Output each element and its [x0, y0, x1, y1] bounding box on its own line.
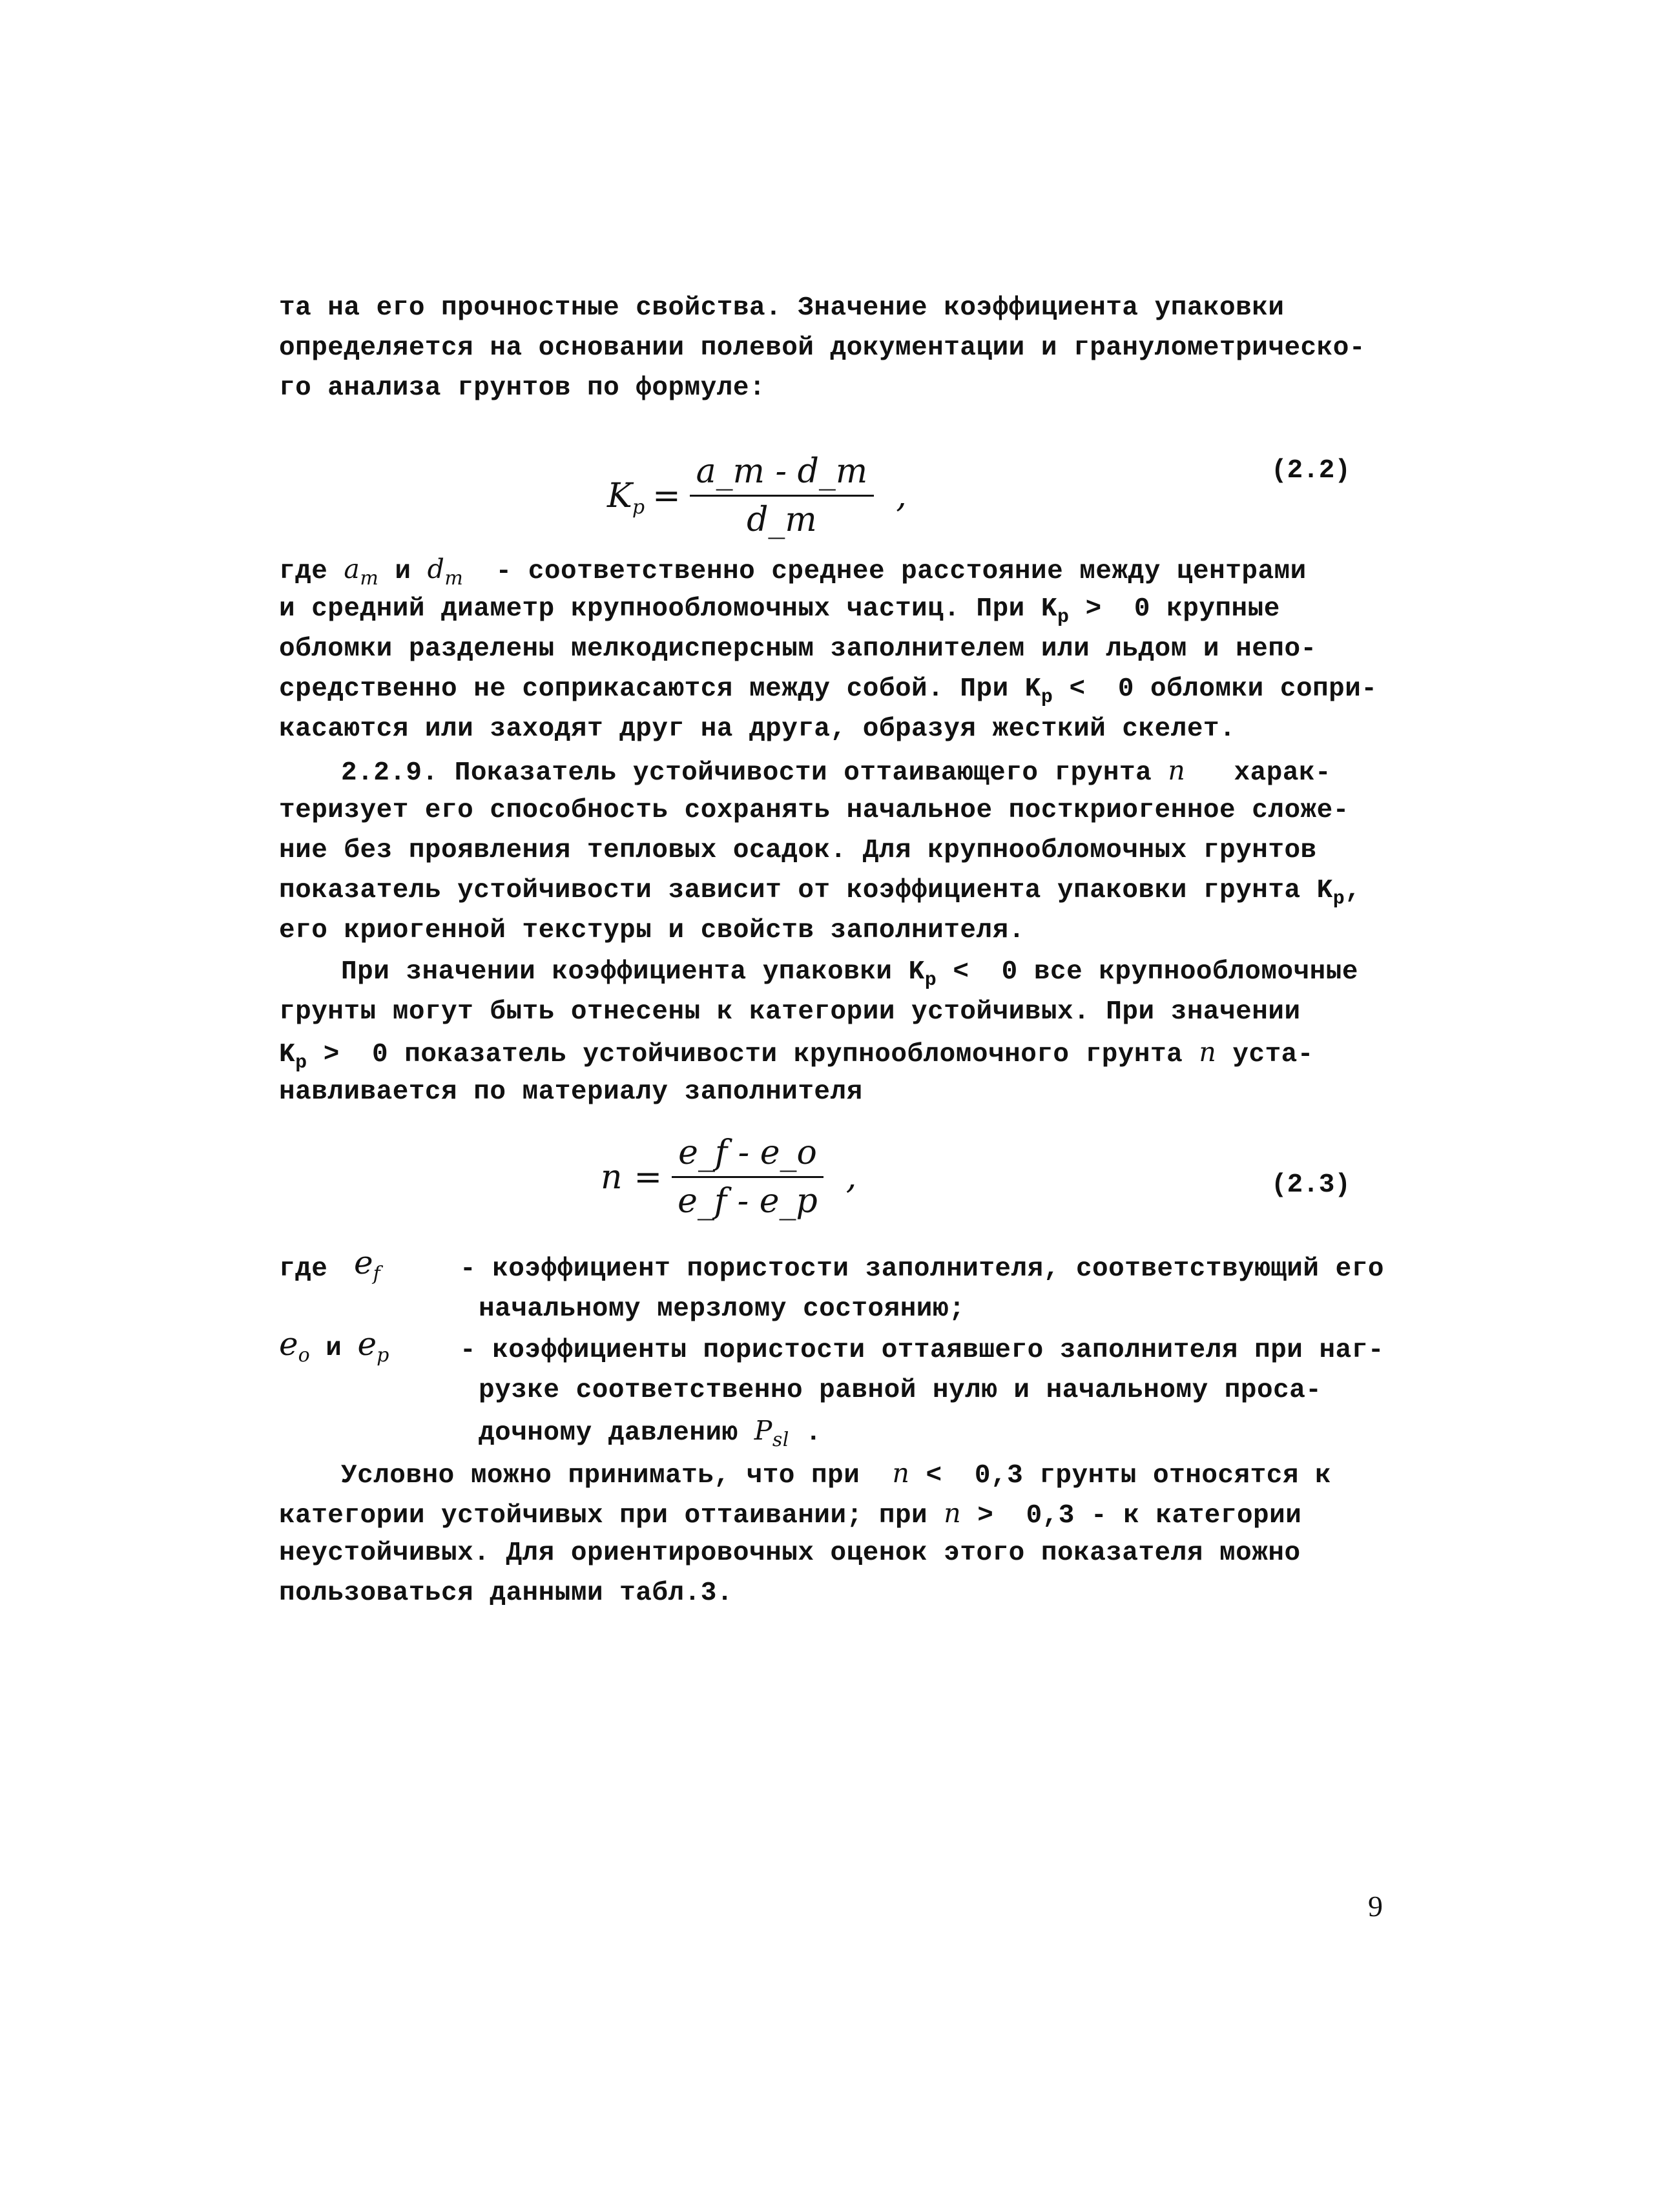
text-line: показатель устойчивости зависит от коэффициента упаковки грунта $K_p$,	[279, 876, 1362, 910]
text-line: - коэффициенты пористости оттаявшего заполнителя при наг-	[460, 1336, 1384, 1365]
text-line: теризует его способность сохранять начальное посткриогенное сложе-	[279, 796, 1349, 825]
fraction	[671, 1133, 824, 1221]
formula-2-2	[607, 452, 907, 539]
formula-lhs: n	[601, 1157, 623, 1197]
formula-comma: ,	[896, 476, 907, 515]
text-line: $K_p > 0$ показатель устойчивости крупнообломочного грунта n уста-	[279, 1037, 1314, 1074]
text-line: обломки разделены мелкодисперсным заполнителем или льдом и непо-	[279, 634, 1317, 664]
text-line: определяется на основании полевой документации и гранулометрическо-	[279, 333, 1365, 363]
fraction-numerator: e_f - e_o	[672, 1133, 823, 1178]
text-line: где	[279, 1254, 328, 1284]
formula-comma: ,	[845, 1157, 857, 1197]
formula-equals: =	[634, 1157, 663, 1197]
text-line: грунты могут быть отнесены к категории устойчивых. При значении	[279, 997, 1301, 1027]
symbol-eo-ep: $e_o$ и $e_p$	[279, 1325, 389, 1367]
formula-equals: =	[652, 476, 681, 515]
text-line: та на его прочностные свойства. Значение коэффициента упаковки	[279, 293, 1285, 323]
text-line: категории устойчивых при оттаивании; при n > 0,3 - к категории	[279, 1498, 1302, 1531]
text-line: и средний диаметр крупнообломочных частиц. При $K_p > 0$ крупные	[279, 594, 1280, 628]
text-line: При значении коэффициента упаковки $K_p < 0$ все крупнообломочные	[341, 957, 1358, 991]
text-line: его криогенной текстуры и свойств заполнителя.	[279, 916, 1025, 946]
text-line: касаются или заходят друг на друга, образуя жесткий скелет.	[279, 714, 1236, 744]
text-line: где $a_m$ и $d_m$ - соответственно среднее расстояние между центрами	[279, 553, 1307, 590]
fraction-denominator: e_f - e_p	[678, 1182, 818, 1221]
text-line: ние без проявления тепловых осадок. Для крупнообломочных грунтов	[279, 836, 1317, 865]
fraction-numerator: a_m - d_m	[690, 452, 875, 497]
fraction-denominator: d_m	[747, 501, 817, 539]
text-line: - коэффициент пористости заполнителя, соответствующий его	[460, 1254, 1384, 1284]
text-line: начальному мерзлому состоянию;	[479, 1294, 966, 1324]
text-line: навливается по материалу заполнителя	[279, 1077, 863, 1107]
text-line: Условно можно принимать, что при n < 0,3 грунты относятся к	[341, 1458, 1332, 1491]
equation-number: (2.2)	[1271, 456, 1351, 486]
text-line: 2.2.9. Показатель устойчивости оттаивающего грунта n харак-	[341, 755, 1332, 788]
text-line: неустойчивых. Для ориентировочных оценок этого показателя можно	[279, 1538, 1301, 1568]
text-line: рузке соответственно равной нулю и начальному проса-	[479, 1376, 1322, 1405]
text-line: дочному давлению $P_{sl}$ .	[479, 1415, 822, 1451]
fraction	[690, 452, 875, 539]
formula-2-3	[601, 1133, 856, 1221]
text-line: пользоваться данными табл.3.	[279, 1578, 733, 1608]
text-line: го анализа грунтов по формуле:	[279, 373, 766, 403]
symbol-ef: $e_f$	[354, 1244, 380, 1285]
page-number: 9	[1368, 1890, 1383, 1923]
formula-lhs: $K_p$	[607, 476, 645, 519]
equation-number: (2.3)	[1271, 1170, 1351, 1200]
text-line: средственно не соприкасаются между собой. При $K_p < 0$ обломки сопри-	[279, 674, 1378, 708]
